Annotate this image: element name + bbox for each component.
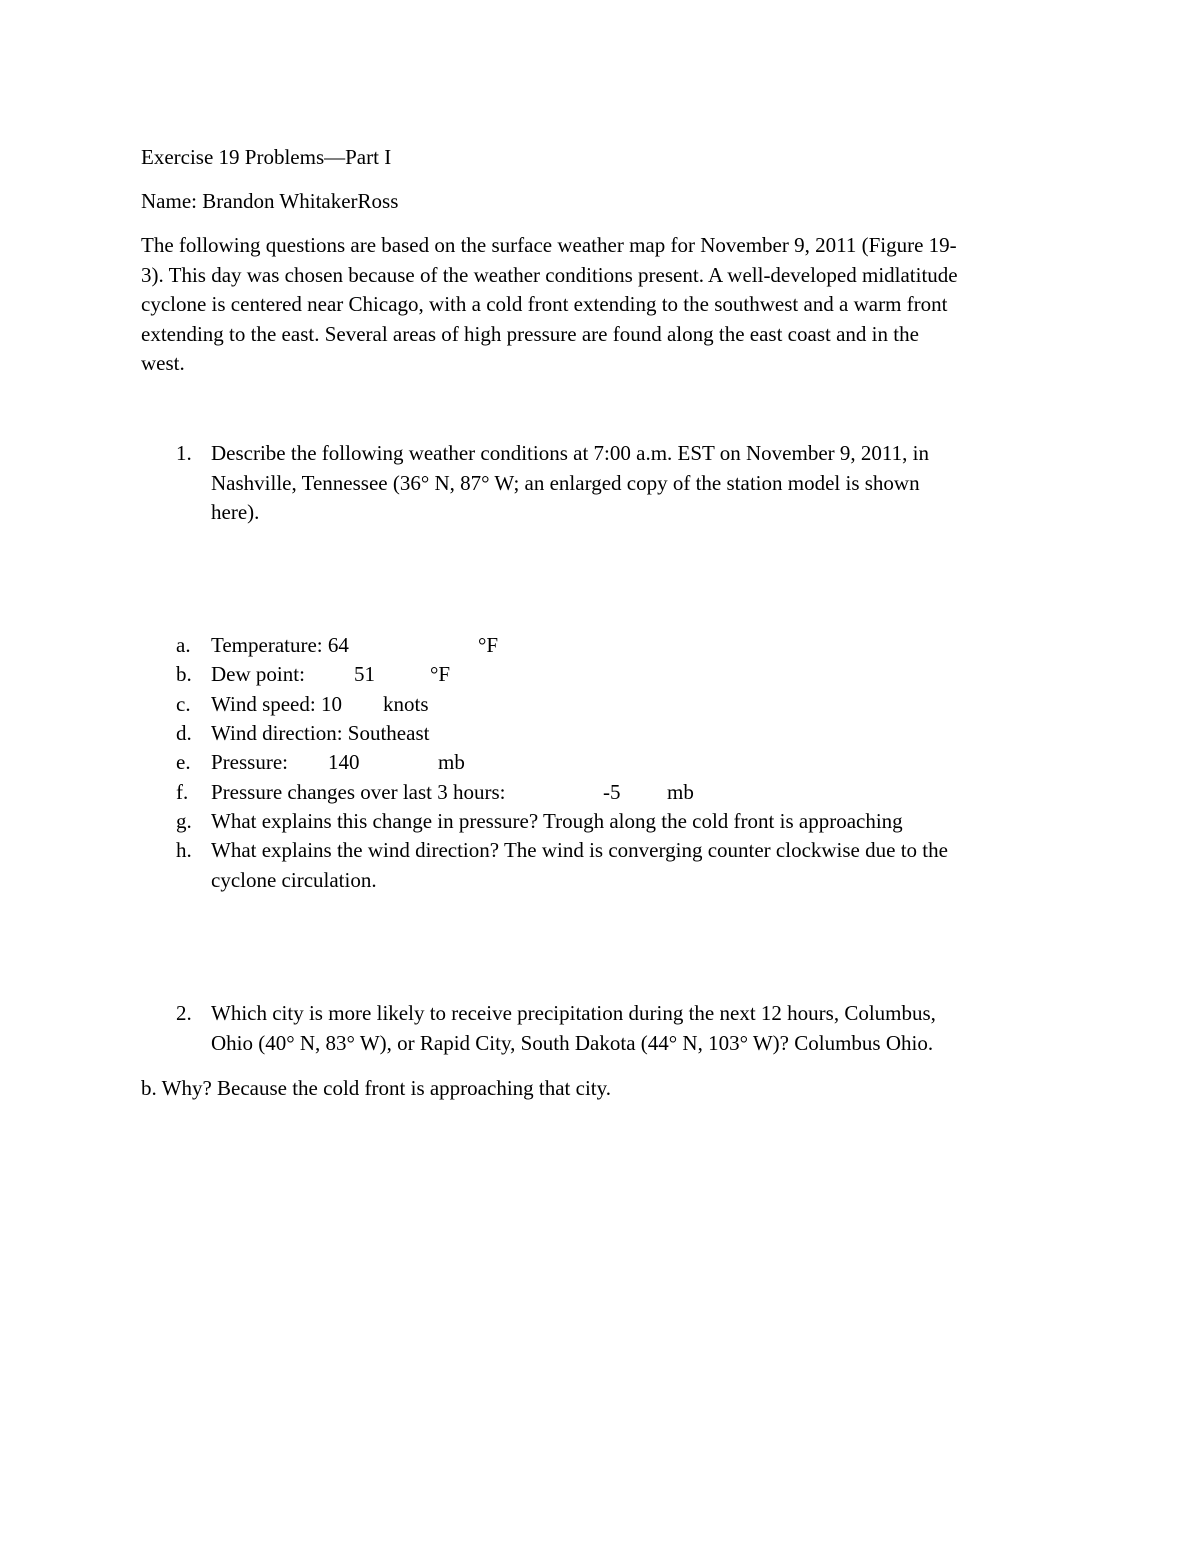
subquestion-label: Wind direction: Southeast bbox=[211, 721, 430, 745]
intro-paragraph bbox=[141, 231, 1061, 379]
subquestion-letter: b. bbox=[176, 662, 192, 686]
subquestion-letter: e. bbox=[176, 750, 191, 774]
intro-line: 3). This day was chosen because of the weather conditions present. A well-developed midlatitude bbox=[141, 262, 958, 287]
subquestion-unit: mb bbox=[438, 750, 465, 774]
question-2-line: Which city is more likely to receive precipitation during the next 12 hours, Columbus, bbox=[211, 1001, 936, 1025]
question-2-text bbox=[211, 999, 1061, 1058]
question-1-line: Nashville, Tennessee (36° N, 87° W; an enlarged copy of the station model is shown bbox=[211, 470, 920, 495]
subquestion-label: Wind speed: 10 bbox=[211, 692, 342, 716]
subquestion-letter: h. bbox=[176, 838, 192, 862]
question-1-line: here). bbox=[211, 500, 260, 524]
student-name-line: Name: Brandon WhitakerRoss bbox=[141, 189, 399, 213]
subquestion-letter: c. bbox=[176, 692, 191, 716]
subquestion-label: Dew point: bbox=[211, 662, 305, 686]
question-2-number: 2. bbox=[176, 1001, 192, 1025]
question-1-text bbox=[211, 439, 1061, 528]
subquestion-label: What explains the wind direction? The wind is converging counter clockwise due to the bbox=[211, 838, 948, 862]
subquestion-label: cyclone circulation. bbox=[211, 868, 377, 892]
question-2-followup: b. Why? Because the cold front is approaching that city. bbox=[141, 1076, 612, 1100]
subquestion-answer: 140 bbox=[328, 750, 360, 774]
intro-line: cyclone is centered near Chicago, with a cold front extending to the southwest and a warm front bbox=[141, 292, 948, 316]
subquestion-unit: knots bbox=[383, 692, 429, 716]
document-title: Exercise 19 Problems—Part I bbox=[141, 145, 392, 169]
subquestion-label: Pressure: bbox=[211, 750, 288, 774]
subquestion-letter: d. bbox=[176, 721, 192, 745]
question-2-line: Ohio (40° N, 83° W), or Rapid City, South Dakota (44° N, 103° W)? Columbus Ohio. bbox=[211, 1030, 934, 1055]
question-1-number: 1. bbox=[176, 441, 192, 465]
subquestion-letter: a. bbox=[176, 633, 191, 657]
question-1-line: Describe the following weather conditions at 7:00 a.m. EST on November 9, 2011, in bbox=[211, 441, 929, 465]
subquestion-label: Pressure changes over last 3 hours: bbox=[211, 780, 506, 804]
subquestion-label: Temperature: 64 bbox=[211, 633, 349, 657]
subquestion-answer: -5 bbox=[603, 780, 621, 804]
subquestion-unit: °F bbox=[478, 633, 499, 657]
intro-line: extending to the east. Several areas of high pressure are found along the east coast and in the bbox=[141, 321, 919, 346]
subquestion-letter: g. bbox=[176, 809, 192, 833]
intro-line: west. bbox=[141, 351, 185, 375]
subquestion-unit: mb bbox=[667, 780, 694, 804]
intro-line: The following questions are based on the surface weather map for November 9, 2011 (Figure 19- bbox=[141, 233, 957, 257]
subquestion-label: What explains this change in pressure? Trough along the cold front is approaching bbox=[211, 809, 903, 833]
subquestion-letter: f. bbox=[176, 780, 189, 804]
subquestion-answer: 51 bbox=[354, 662, 375, 686]
subquestion-unit: °F bbox=[430, 662, 451, 686]
